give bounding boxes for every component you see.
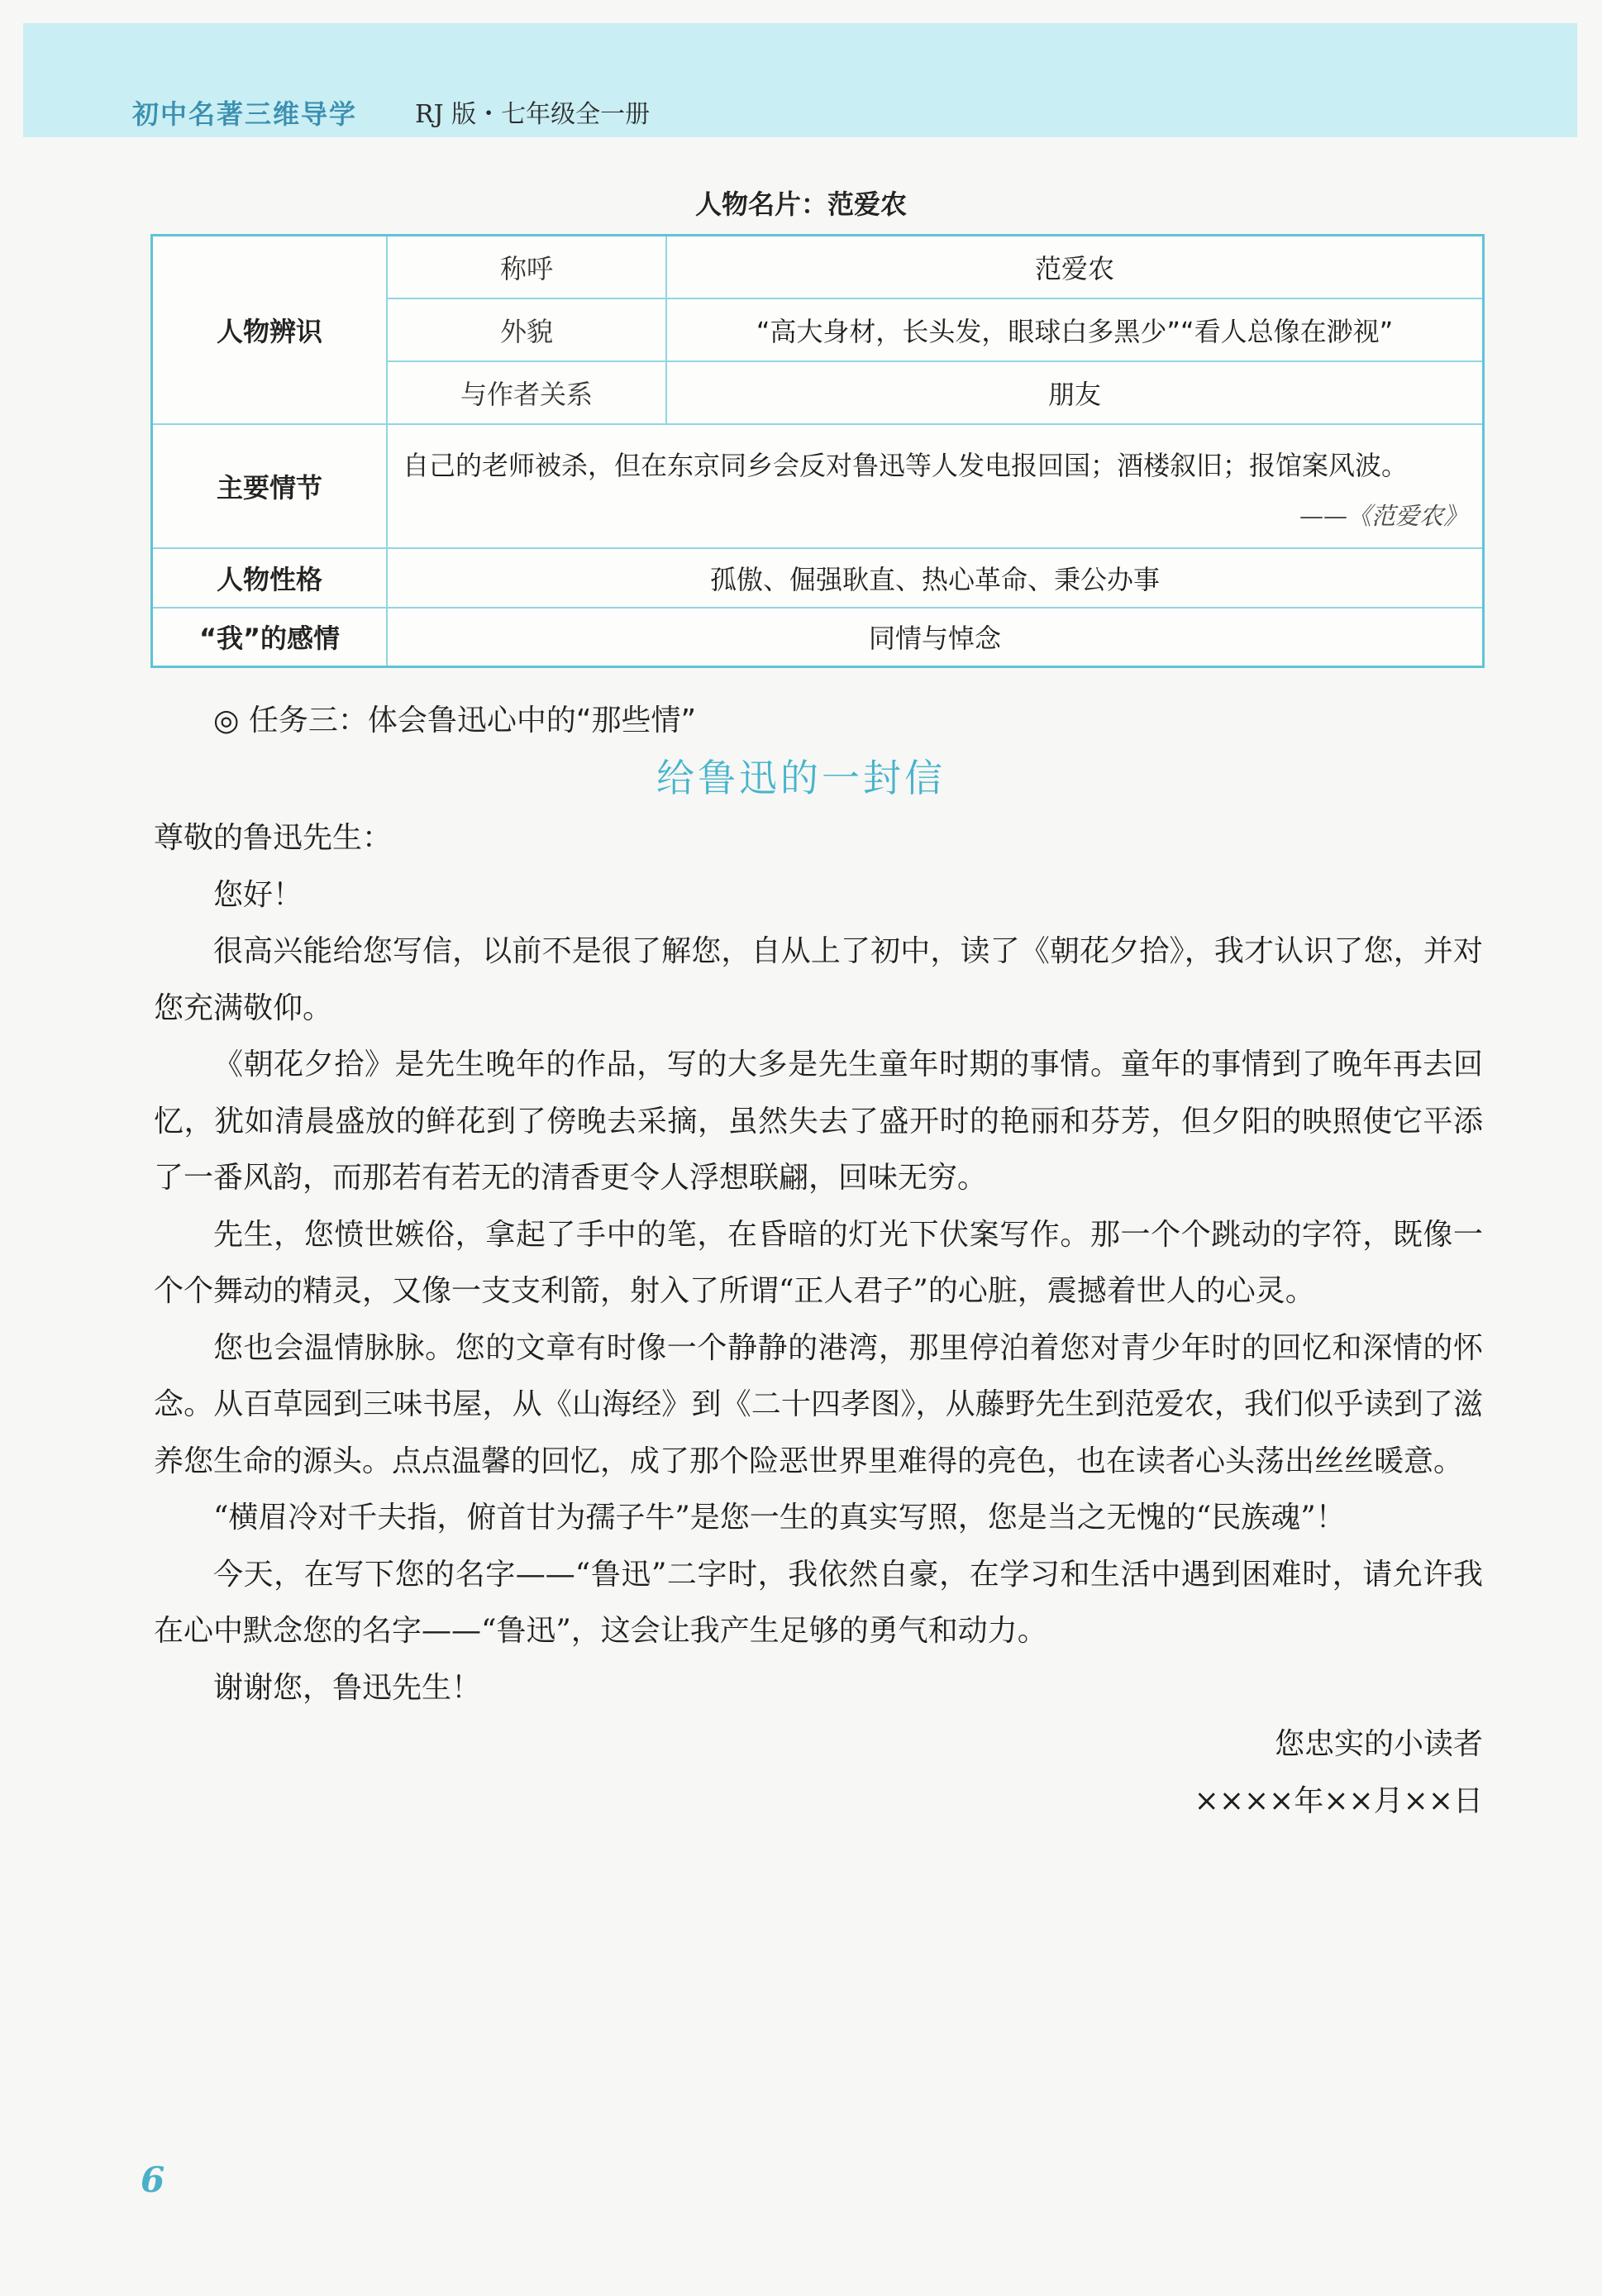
table-row	[152, 548, 1484, 608]
letter-body	[154, 810, 1483, 1830]
table-row	[152, 424, 1484, 548]
letter-signature: 您忠实的小读者	[1274, 1727, 1483, 1761]
personality-label: 人物性格	[152, 548, 388, 608]
plot-source: ——《范爱农》	[1299, 502, 1467, 530]
feeling-value: 同情与悼念	[387, 608, 1484, 667]
row-key-appearance: 外貌	[387, 298, 666, 361]
letter-paragraph: 《朝花夕拾》是先生晚年的作品，写的大多是先生童年时期的事情。童年的事情到了晚年再去回忆，犹如清晨盛放的鲜花到了傍晚去采摘，虽然失去了盛开时的艳丽和芬芳，但夕阳的映照使它平添了一番风韵，而那若有若无的清香更令人浮想联翩，回味无穷。	[154, 1048, 1483, 1195]
row-value-appearance: “高大身材，长头发，眼球白多黑少”“看人总像在渺视”	[666, 298, 1484, 361]
character-card-table	[150, 234, 1485, 668]
table-row	[152, 236, 1484, 298]
letter-paragraph: 谢谢您，鲁迅先生！	[213, 1670, 482, 1705]
character-card-title: 人物名片：范爱农	[694, 189, 907, 220]
letter-paragraph: 今天，在写下您的名字——“鲁迅”二字时，我依然自豪，在学习和生活中遇到困难时，请允许我在心中默念您的名字——“鲁迅”，这会让我产生足够的勇气和动力。	[154, 1557, 1483, 1648]
table-row	[152, 608, 1484, 667]
row-value-name: 范爱农	[666, 236, 1484, 298]
edition-label: RJ 版・七年级全一册	[415, 100, 651, 129]
plot-cell	[387, 424, 1484, 548]
letter-date: ××××年××月××日	[1194, 1783, 1483, 1818]
row-key-name: 称呼	[387, 236, 666, 298]
letter-paragraph: 先生，您愤世嫉俗，拿起了手中的笔，在昏暗的灯光下伏案写作。那一个个跳动的字符，既像一个个舞动的精灵，又像一支支利箭，射入了所谓“正人君子”的心脏，震撼着世人的心灵。	[154, 1217, 1483, 1308]
task-heading: ◎ 任务三：体会鲁迅心中的“那些情”	[213, 704, 697, 737]
plot-text: 自己的老师被杀，但在东京同乡会反对鲁迅等人发电报回国；酒楼叙旧；报馆案风波。	[403, 450, 1409, 481]
identity-label: 人物辨识	[152, 236, 388, 424]
book-series-title: 初中名著三维导学	[132, 98, 358, 130]
personality-value: 孤傲、倔强耿直、热心革命、秉公办事	[387, 548, 1484, 608]
letter-greeting: 您好！	[213, 877, 303, 912]
row-key-relation: 与作者关系	[387, 361, 666, 424]
letter-paragraph: 您也会温情脉脉。您的文章有时像一个静静的港湾，那里停泊着您对青少年时的回忆和深情的怀念。从百草园到三味书屋，从《山海经》到《二十四孝图》，从藤野先生到范爱农，我们似乎读到了滋养您生命的源头。点点温馨的回忆，成了那个险恶世界里难得的亮色，也在读者心头荡出丝丝暖意。	[154, 1330, 1483, 1478]
feeling-label: “我”的感情	[152, 608, 388, 667]
letter-paragraph: 很高兴能给您写信，以前不是很了解您，自从上了初中，读了《朝花夕拾》，我才认识了您，并对您充满敬仰。	[154, 934, 1483, 1025]
plot-label: 主要情节	[152, 424, 388, 548]
page-number: 6	[141, 2160, 165, 2200]
row-value-relation: 朋友	[666, 361, 1484, 424]
letter-paragraph: “横眉冷对千夫指，俯首甘为孺子牛”是您一生的真实写照，您是当之无愧的“民族魂”！	[213, 1501, 1346, 1535]
letter-salutation: 尊敬的鲁迅先生：	[154, 821, 393, 855]
letter-title: 给鲁迅的一封信	[656, 756, 946, 800]
